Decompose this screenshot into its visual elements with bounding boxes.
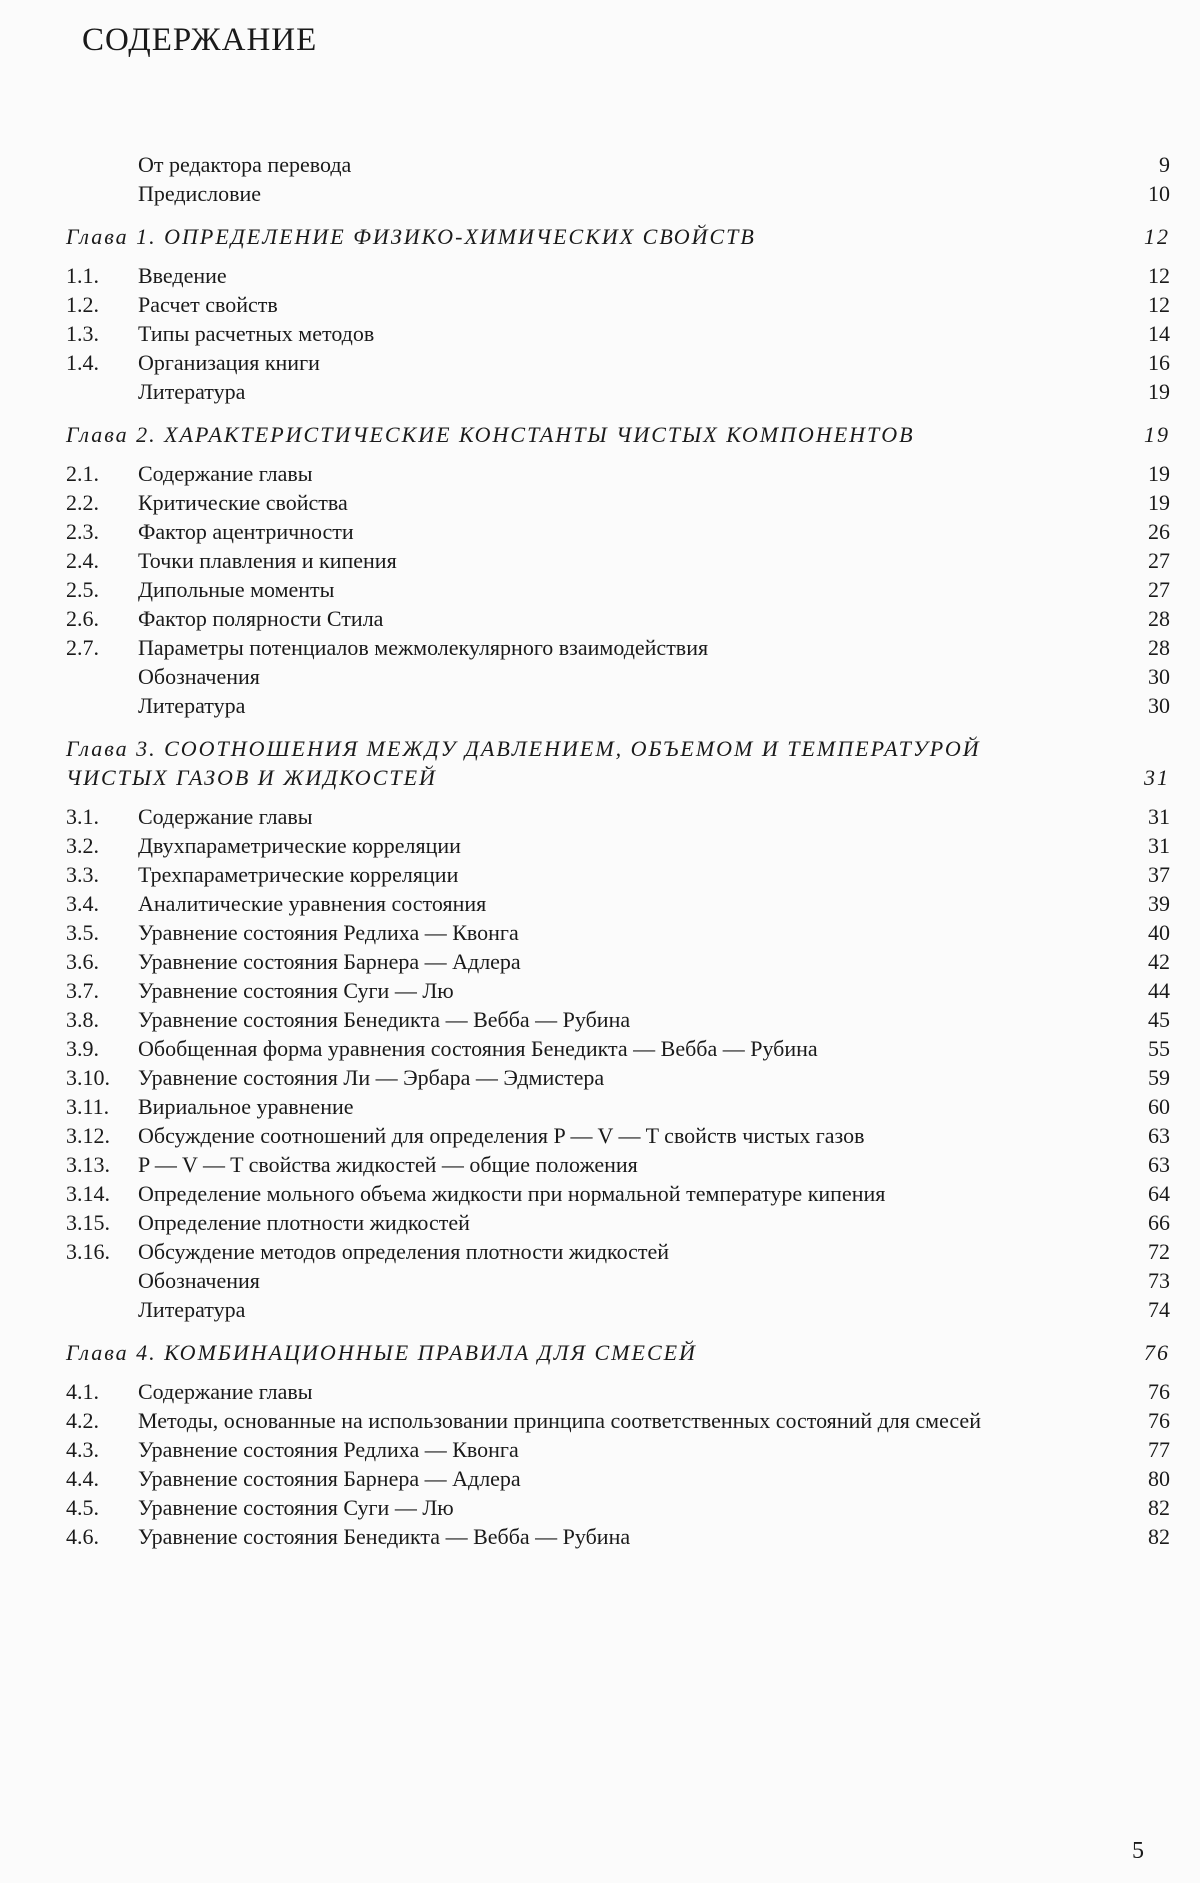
page-number: 5 (1132, 1838, 1144, 1864)
toc-chapter-title: Глава 4. КОМБИНАЦИОННЫЕ ПРАВИЛА ДЛЯ СМЕСЕЙ (66, 1340, 697, 1365)
toc-entry-number: 4.4. (66, 1466, 99, 1491)
toc-chapter-heading (66, 222, 1170, 251)
toc-entry-number: 3.6. (66, 949, 99, 974)
toc-entry-number: 3.5. (66, 920, 99, 945)
toc-entry-number: 4.2. (66, 1408, 99, 1433)
toc-entry-number: 3.12. (66, 1123, 110, 1148)
toc-entry-title: P — V — T свойства жидкостей — общие положения (138, 1152, 638, 1177)
toc-page-number: 16 (1148, 350, 1170, 375)
toc-page-number: 76 (1144, 1340, 1170, 1365)
toc-page-number: 10 (1148, 181, 1170, 206)
toc-page-number: 42 (1148, 949, 1170, 974)
toc-entry-number: 2.7. (66, 635, 99, 660)
toc-chapter-heading (66, 420, 1170, 449)
toc-page-number: 14 (1148, 321, 1170, 346)
toc-page-number: 9 (1159, 152, 1170, 177)
toc-entry (66, 1435, 1170, 1464)
toc-page-number: 39 (1148, 891, 1170, 916)
toc-entry (66, 1295, 1170, 1324)
toc-chapter-title: Глава 1. ОПРЕДЕЛЕНИЕ ФИЗИКО-ХИМИЧЕСКИХ СВОЙСТВ (66, 224, 756, 249)
toc-page-number: 66 (1148, 1210, 1170, 1235)
toc-entry-title: Определение мольного объема жидкости при нормальной температуре кипения (138, 1181, 886, 1206)
toc-entry-title: Уравнение состояния Суги — Лю (138, 978, 454, 1003)
toc-entry-number: 4.1. (66, 1379, 99, 1404)
toc-entry-number: 3.8. (66, 1007, 99, 1032)
toc-page-number: 72 (1148, 1239, 1170, 1264)
toc-page-number: 12 (1144, 224, 1170, 249)
toc-entry-title: Фактор ацентричности (138, 519, 354, 544)
toc-page-number: 63 (1148, 1152, 1170, 1177)
toc-page-number: 45 (1148, 1007, 1170, 1032)
toc-page-number: 12 (1148, 292, 1170, 317)
toc-entry-title: Обобщенная форма уравнения состояния Бенедикта — Вебба — Рубина (138, 1036, 818, 1061)
toc-entry-title: Уравнение состояния Редлиха — Квонга (138, 1437, 519, 1462)
toc-entry-title: Расчет свойств (138, 292, 278, 317)
toc-entry-title: Вириальное уравнение (138, 1094, 354, 1119)
toc-entry-title: Уравнение состояния Суги — Лю (138, 1495, 454, 1520)
toc-page-number: 19 (1144, 422, 1170, 447)
toc-entry-title: Фактор полярности Стила (138, 606, 384, 631)
toc-page-number: 27 (1148, 577, 1170, 602)
toc-entry (66, 1493, 1170, 1522)
toc-entry-number: 3.9. (66, 1036, 99, 1061)
toc-entry (66, 1005, 1170, 1034)
toc-entry (66, 918, 1170, 947)
toc-entry-title: Аналитические уравнения состояния (138, 891, 487, 916)
toc-page-number: 30 (1148, 664, 1170, 689)
toc-page-number: 64 (1148, 1181, 1170, 1206)
toc-entry (66, 1034, 1170, 1063)
toc-page-number: 31 (1148, 804, 1170, 829)
toc-entry-title: Уравнение состояния Барнера — Адлера (138, 949, 521, 974)
toc-entry (66, 691, 1170, 720)
toc-page-number: 26 (1148, 519, 1170, 544)
toc-entry-number: 2.5. (66, 577, 99, 602)
toc-entry (66, 1377, 1170, 1406)
toc-entry (66, 604, 1170, 633)
toc-entry (66, 947, 1170, 976)
toc-page-number: 55 (1148, 1036, 1170, 1061)
toc-entry-number: 2.2. (66, 490, 99, 515)
toc-page-number: 19 (1148, 379, 1170, 404)
toc-page-number: 63 (1148, 1123, 1170, 1148)
toc-entry-title: Литература (138, 693, 246, 718)
toc-entry (66, 459, 1170, 488)
toc-entry (66, 1179, 1170, 1208)
toc-entry (66, 575, 1170, 604)
toc-entry-number: 3.10. (66, 1065, 110, 1090)
toc-entry (66, 348, 1170, 377)
toc-entry-title: Уравнение состояния Бенедикта — Вебба — Рубина (138, 1007, 631, 1032)
toc-entry-title: Содержание главы (138, 804, 313, 829)
toc-entry-title: Обсуждение соотношений для определения P — V — T свойств чистых газов (138, 1123, 865, 1148)
toc-entry-number: 2.1. (66, 461, 99, 486)
toc-entry (66, 1150, 1170, 1179)
toc-page-number: 73 (1148, 1268, 1170, 1293)
toc-chapter-title: Глава 3. СООТНОШЕНИЯ МЕЖДУ ДАВЛЕНИЕМ, ОБЪЕМОМ И ТЕМПЕРАТУРОЙ ЧИСТЫХ ГАЗОВ И ЖИДКОСТЕЙ (66, 736, 981, 790)
toc-page-number: 27 (1148, 548, 1170, 573)
toc-entry-title: Предисловие (138, 181, 261, 206)
toc-entry-number: 3.11. (66, 1094, 110, 1119)
toc-entry-title: Обозначения (138, 664, 260, 689)
toc-entry (66, 860, 1170, 889)
toc-entry-title: Типы расчетных методов (138, 321, 375, 346)
toc-entry (66, 889, 1170, 918)
toc-page-number: 76 (1148, 1379, 1170, 1404)
toc-entry (66, 633, 1170, 662)
table-of-contents (66, 150, 1170, 1551)
toc-chapter-heading (66, 1338, 1170, 1367)
toc-page-number: 44 (1148, 978, 1170, 1003)
toc-page-number: 31 (1148, 833, 1170, 858)
toc-entry-number: 1.3. (66, 321, 99, 346)
toc-entry-number: 3.13. (66, 1152, 110, 1177)
toc-entry-number: 3.3. (66, 862, 99, 887)
toc-entry (66, 1522, 1170, 1551)
toc-entry-title: Литература (138, 379, 246, 404)
toc-entry-number: 1.1. (66, 263, 99, 288)
toc-entry-title: Дипольные моменты (138, 577, 335, 602)
toc-entry-number: 4.3. (66, 1437, 99, 1462)
toc-entry-title: Определение плотности жидкостей (138, 1210, 470, 1235)
toc-entry (66, 831, 1170, 860)
toc-page-number: 74 (1148, 1297, 1170, 1322)
toc-page-number: 76 (1148, 1408, 1170, 1433)
toc-page-number: 19 (1148, 490, 1170, 515)
toc-entry (66, 179, 1170, 208)
toc-entry (66, 319, 1170, 348)
toc-entry-title: Содержание главы (138, 461, 313, 486)
toc-page-number: 82 (1148, 1495, 1170, 1520)
toc-entry-title: Двухпараметрические корреляции (138, 833, 461, 858)
toc-entry-number: 3.2. (66, 833, 99, 858)
toc-entry (66, 150, 1170, 179)
toc-entry-title: Критические свойства (138, 490, 348, 515)
toc-entry-title: Уравнение состояния Ли — Эрбара — Эдмистера (138, 1065, 605, 1090)
toc-page-number: 37 (1148, 862, 1170, 887)
toc-page-number: 31 (1144, 765, 1170, 790)
toc-page-number: 28 (1148, 606, 1170, 631)
toc-entry-title: Содержание главы (138, 1379, 313, 1404)
toc-page-number: 40 (1148, 920, 1170, 945)
toc-entry-title: Организация книги (138, 350, 320, 375)
toc-entry-title: Уравнение состояния Бенедикта — Вебба — Рубина (138, 1524, 631, 1549)
toc-entry-number: 3.15. (66, 1210, 110, 1235)
toc-entry-title: Обозначения (138, 1268, 260, 1293)
toc-entry-number: 4.6. (66, 1524, 99, 1549)
toc-page-number: 82 (1148, 1524, 1170, 1549)
toc-entry-number: 3.4. (66, 891, 99, 916)
toc-entry (66, 1092, 1170, 1121)
toc-entry-title: Обсуждение методов определения плотности жидкостей (138, 1239, 670, 1264)
toc-page-number: 80 (1148, 1466, 1170, 1491)
page-title: СОДЕРЖАНИЕ (82, 22, 318, 58)
toc-entry-number: 3.7. (66, 978, 99, 1003)
toc-entry (66, 662, 1170, 691)
toc-entry-title: Уравнение состояния Редлиха — Квонга (138, 920, 519, 945)
toc-entry-number: 3.16. (66, 1239, 110, 1264)
toc-entry-number: 1.4. (66, 350, 99, 375)
toc-chapter-heading (66, 734, 1170, 792)
toc-entry (66, 517, 1170, 546)
toc-page-number: 28 (1148, 635, 1170, 660)
toc-page-number: 30 (1148, 693, 1170, 718)
toc-entry (66, 1237, 1170, 1266)
toc-page-number: 59 (1148, 1065, 1170, 1090)
toc-entry (66, 976, 1170, 1005)
toc-entry-number: 1.2. (66, 292, 99, 317)
toc-entry (66, 1406, 1170, 1435)
toc-entry (66, 1266, 1170, 1295)
toc-page-number: 12 (1148, 263, 1170, 288)
toc-page-number: 60 (1148, 1094, 1170, 1119)
toc-entry-title: Трехпараметрические корреляции (138, 862, 459, 887)
toc-entry-number: 2.3. (66, 519, 99, 544)
toc-page-number: 19 (1148, 461, 1170, 486)
toc-entry-title: Параметры потенциалов межмолекулярного взаимодействия (138, 635, 709, 660)
toc-entry-title: Точки плавления и кипения (138, 548, 397, 573)
toc-entry (66, 1464, 1170, 1493)
toc-entry (66, 1121, 1170, 1150)
toc-entry (66, 290, 1170, 319)
toc-entry-number: 3.14. (66, 1181, 110, 1206)
toc-entry-number: 4.5. (66, 1495, 99, 1520)
toc-entry (66, 377, 1170, 406)
toc-entry-title: От редактора перевода (138, 152, 352, 177)
toc-entry-title: Введение (138, 263, 227, 288)
toc-entry-title: Уравнение состояния Барнера — Адлера (138, 1466, 521, 1491)
toc-entry (66, 546, 1170, 575)
toc-entry-number: 3.1. (66, 804, 99, 829)
toc-chapter-title: Глава 2. ХАРАКТЕРИСТИЧЕСКИЕ КОНСТАНТЫ ЧИСТЫХ КОМПОНЕНТОВ (66, 422, 915, 447)
toc-entry-title: Литература (138, 1297, 246, 1322)
toc-entry (66, 1208, 1170, 1237)
toc-entry (66, 1063, 1170, 1092)
toc-entry-title: Методы, основанные на использовании принципа соответственных состояний для смесей (138, 1408, 981, 1433)
toc-entry (66, 802, 1170, 831)
toc-entry-number: 2.4. (66, 548, 99, 573)
toc-entry-number: 2.6. (66, 606, 99, 631)
toc-page-number: 77 (1148, 1437, 1170, 1462)
toc-entry (66, 488, 1170, 517)
toc-entry (66, 261, 1170, 290)
